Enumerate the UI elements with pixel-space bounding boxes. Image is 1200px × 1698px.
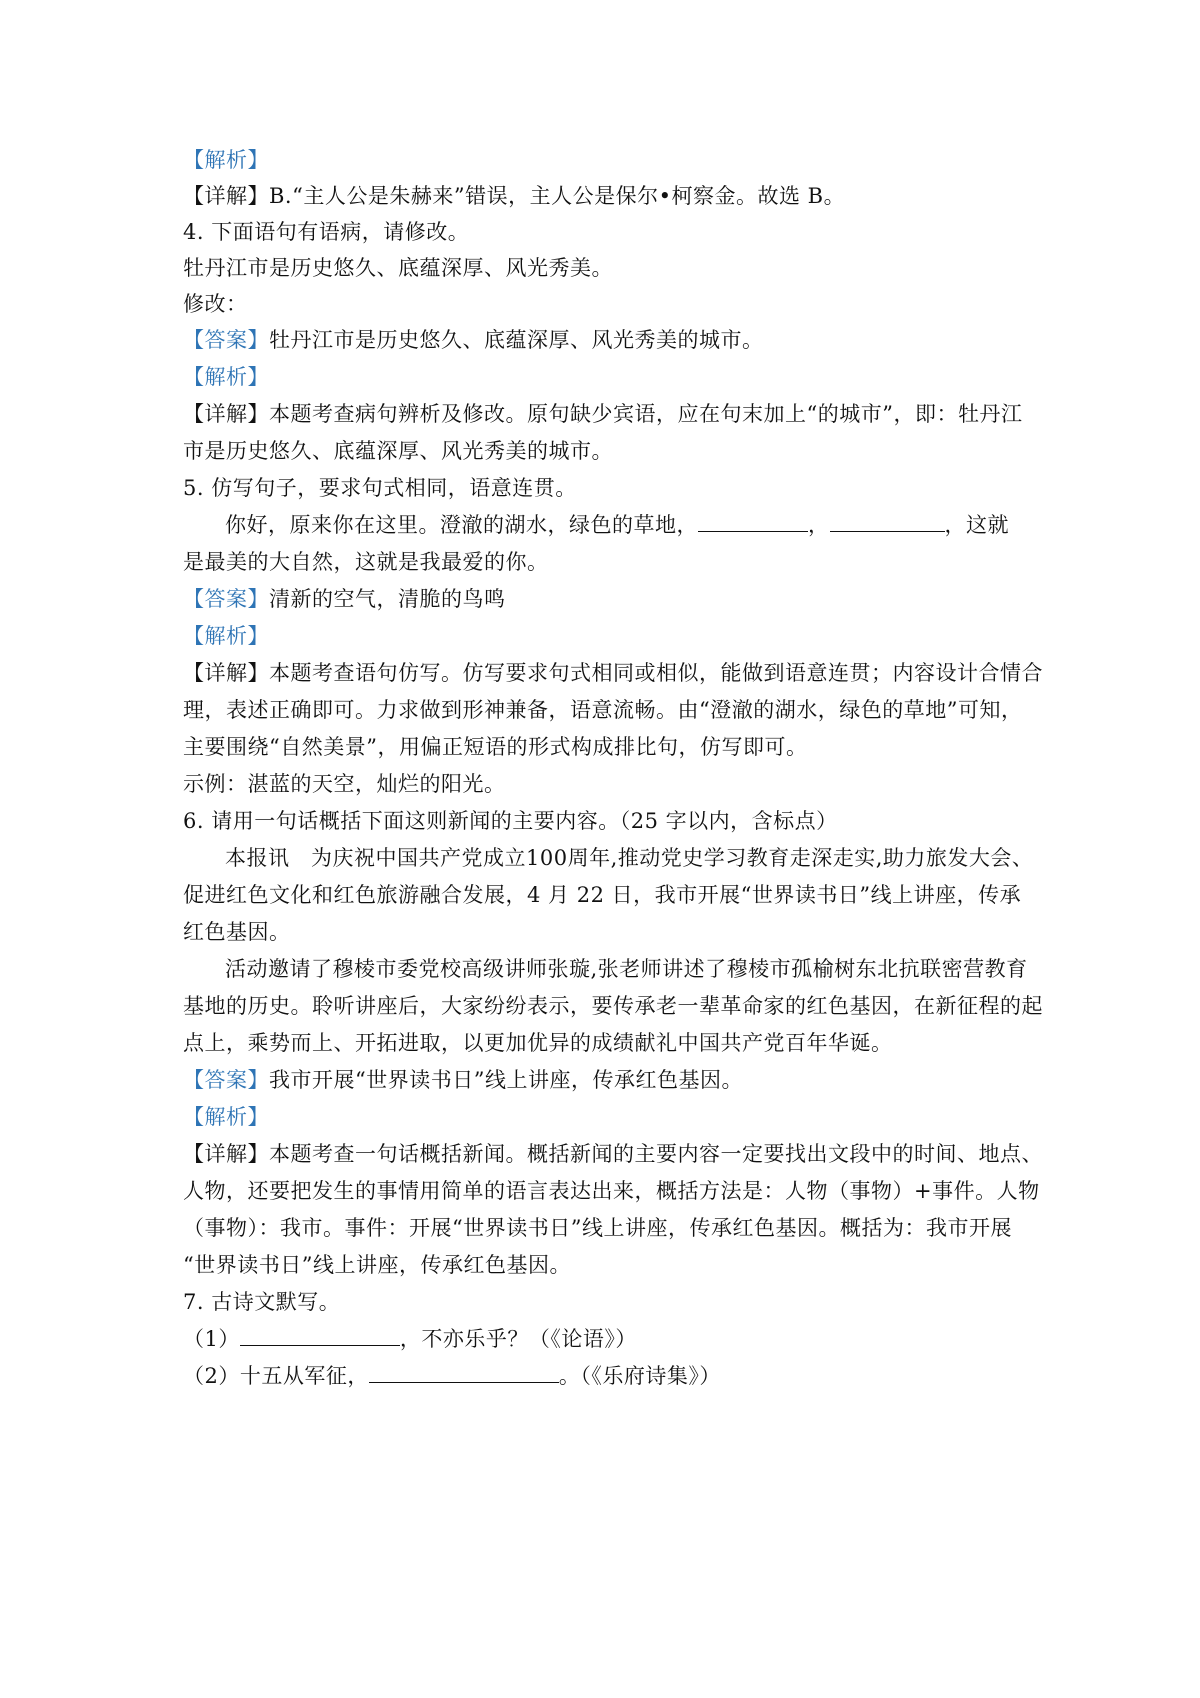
fill-blank-1[interactable] — [698, 511, 808, 532]
q5-detail-text-1: 本题考查语句仿写。仿写要求句式相同或相似，能做到语意连贯；内容设计合情合 — [269, 661, 1043, 685]
answer-tag: 【答案】 — [183, 328, 269, 352]
q5-detail-line-3: 主要围绕“自然美景”，用偏正短语的形式构成排比句，仿写即可。 — [183, 735, 808, 759]
q6-news-line-4: 活动邀请了穆棱市委党校高级讲师张璇,张老师讲述了穆棱市孤榆树东北抗联密营教育 — [225, 957, 1028, 981]
detail-tag: 【详解】 — [183, 402, 269, 426]
q6-analysis-line — [183, 1102, 269, 1132]
q7-item1-text: ，不亦乐乎？（《论语》） — [399, 1327, 637, 1351]
q6-detail-line-2: 人物，还要把发生的事情用简单的语言表达出来，概括方法是：人物（事物）+事件。人物 — [183, 1179, 1040, 1203]
q4-detail-text-1: 本题考查病句辨析及修改。原句缺少宾语，应在句末加上“的城市”，即：牡丹江 — [269, 402, 1023, 426]
q6-news-line-6: 点上，乘势而上、开拓进取，以更加优异的成绩献礼中国共产党百年华诞。 — [183, 1031, 893, 1055]
analysis-tag: 【解析】 — [183, 1105, 269, 1129]
q7-item2-text: 。（《乐府诗集》） — [558, 1364, 721, 1388]
q6-news-line-5: 基地的历史。聆听讲座后，大家纷纷表示，要传承老一辈革命家的红色基因，在新征程的起 — [183, 994, 1043, 1018]
analysis-tag: 【解析】 — [183, 148, 269, 172]
q6-news-line-2: 促进红色文化和红色旅游融合发展，4 月 22 日，我市开展“世界读书日”线上讲座，传承 — [183, 883, 1022, 907]
q4-revise-label: 修改： — [183, 292, 248, 316]
q6-detail-text-1: 本题考查一句话概括新闻。概括新闻的主要内容一定要找出文段中的时间、地点、 — [269, 1142, 1043, 1166]
q6-news-line-3: 红色基因。 — [183, 920, 291, 944]
q5-answer-line — [183, 584, 506, 614]
q3-detail-text: B.“主人公是朱赫来”错误，主人公是保尔•柯察金。故选 B。 — [269, 184, 846, 208]
q7-item2-num: （2）十五从军征， — [183, 1364, 369, 1388]
q6-detail-line-1 — [183, 1139, 1043, 1169]
q6-answer-line — [183, 1065, 743, 1095]
q5-analysis-line — [183, 621, 269, 651]
q5-text-line-1 — [225, 510, 1009, 540]
q6-detail-line-3: （事物）：我市。事件：开展“世界读书日”线上讲座，传承红色基因。概括为：我市开展 — [183, 1216, 1012, 1240]
detail-tag: 【详解】 — [183, 661, 269, 685]
q5-text-1a: 你好，原来你在这里。澄澈的湖水，绿色的草地， — [225, 513, 698, 537]
q4-prompt: 4. 下面语句有语病，请修改。 — [183, 220, 470, 244]
q5-detail-line-1 — [183, 658, 1043, 688]
q5-detail-line-2: 理，表述正确即可。力求做到形神兼备，语意流畅。由“澄澈的湖水，绿色的草地”可知， — [183, 698, 1023, 722]
q3-detail-line — [183, 181, 845, 211]
q7-item1-num: （1） — [183, 1327, 240, 1351]
q4-sentence: 牡丹江市是历史悠久、底蕴深厚、风光秀美。 — [183, 256, 613, 280]
analysis-tag: 【解析】 — [183, 365, 269, 389]
q6-detail-line-4: “世界读书日”线上讲座，传承红色基因。 — [183, 1253, 571, 1277]
answer-tag: 【答案】 — [183, 1068, 269, 1092]
q7-prompt: 7. 古诗文默写。 — [183, 1290, 341, 1314]
detail-tag: 【详解】 — [183, 1142, 269, 1166]
answer-tag: 【答案】 — [183, 587, 269, 611]
q4-analysis-line — [183, 362, 269, 392]
q4-detail-line-2: 市是历史悠久、底蕴深厚、风光秀美的城市。 — [183, 439, 613, 463]
q4-detail-line-1 — [183, 399, 1022, 429]
fill-blank-4[interactable] — [369, 1362, 559, 1383]
q5-text-line-2: 是最美的大自然，这就是我最爱的你。 — [183, 550, 549, 574]
q6-news-line-1: 本报讯 为庆祝中国共产党成立100周年,推动党史学习教育走深走实,助力旅发大会、 — [225, 846, 1034, 870]
q7-item-1 — [183, 1324, 637, 1354]
q4-answer-line — [183, 325, 764, 355]
fill-blank-2[interactable] — [830, 511, 945, 532]
q3-analysis-line — [183, 145, 269, 175]
q5-sep-comma: ， — [808, 513, 830, 537]
analysis-tag: 【解析】 — [183, 624, 269, 648]
fill-blank-3[interactable] — [240, 1325, 400, 1346]
q6-prompt: 6. 请用一句话概括下面这则新闻的主要内容。（25 字以内，含标点） — [183, 809, 838, 833]
q7-item-2 — [183, 1361, 721, 1391]
detail-tag: 【详解】 — [183, 184, 269, 208]
q5-text-1b: ，这就 — [944, 513, 1009, 537]
q5-example: 示例：湛蓝的天空，灿烂的阳光。 — [183, 772, 506, 796]
q6-answer-text: 我市开展“世界读书日”线上讲座，传承红色基因。 — [269, 1068, 743, 1092]
q5-prompt: 5. 仿写句子，要求句式相同，语意连贯。 — [183, 476, 577, 500]
q4-answer-text: 牡丹江市是历史悠久、底蕴深厚、风光秀美的城市。 — [269, 328, 764, 352]
q5-answer-text: 清新的空气，清脆的鸟鸣 — [269, 587, 506, 611]
